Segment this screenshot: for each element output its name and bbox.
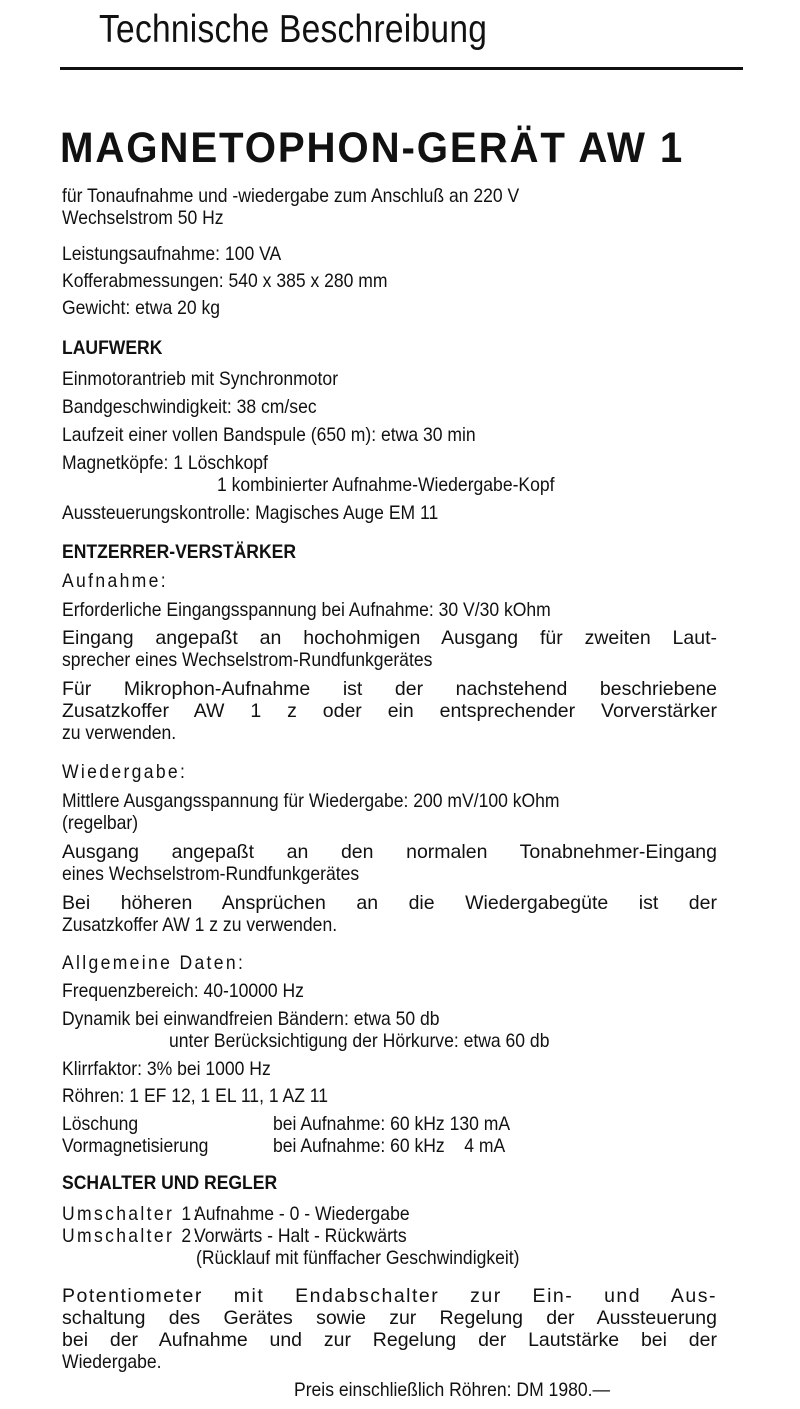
aufnahme-line: Zusatzkoffer AW 1 z oder ein entsprechender Vorverstärker	[62, 700, 717, 722]
loeschung-value: bei Aufnahme: 60 kHz 130 mA	[273, 1113, 511, 1135]
loeschung-label: Löschung	[62, 1113, 139, 1135]
wiedergabe-line: Mittlere Ausgangsspannung für Wiedergabe: 200 mV/100 kOhm	[62, 790, 560, 812]
allgemein-line: Dynamik bei einwandfreien Bändern: etwa 50 db	[62, 1008, 440, 1030]
umschalter2-label: Umschalter 2:	[62, 1225, 201, 1247]
aufnahme-line: Eingang angepaßt an hochohmigen Ausgang für zweiten Laut-	[62, 627, 717, 649]
umschalter1-label: Umschalter 1:	[62, 1203, 201, 1225]
wiedergabe-line: Bei höheren Ansprüchen an die Wiedergabegüte ist der	[62, 892, 717, 914]
section-heading-laufwerk: LAUFWERK	[62, 337, 163, 359]
intro-line: für Tonaufnahme und -wiedergabe zum Anschluß an 220 V	[62, 185, 520, 207]
vormagnetisierung-label: Vormagnetisierung	[62, 1135, 209, 1157]
laufwerk-line: Aussteuerungskontrolle: Magisches Auge EM 11	[62, 502, 439, 524]
umschalter2-note: (Rücklauf mit fünffacher Geschwindigkeit)	[196, 1247, 520, 1269]
aufnahme-line: Erforderliche Eingangsspannung bei Aufnahme: 30 V/30 kOhm	[62, 599, 551, 621]
potentiometer-line: Wiedergabe.	[62, 1351, 162, 1373]
spec-line: Leistungsaufnahme: 100 VA	[62, 243, 282, 265]
intro-line: Wechselstrom 50 Hz	[62, 207, 224, 229]
potentiometer-line: schaltung des Gerätes sowie zur Regelung der Aussteuerung	[62, 1307, 717, 1329]
allgemein-line: Frequenzbereich: 40-10000 Hz	[62, 980, 304, 1002]
allgemein-line: Klirrfaktor: 3% bei 1000 Hz	[62, 1058, 271, 1080]
aufnahme-line: zu verwenden.	[62, 722, 177, 744]
wiedergabe-line: eines Wechselstrom-Rundfunkgerätes	[62, 863, 360, 885]
allgemein-line: Röhren: 1 EF 12, 1 EL 11, 1 AZ 11	[62, 1085, 329, 1107]
price-line: Preis einschließlich Röhren: DM 1980.—	[294, 1379, 611, 1401]
aufnahme-line: Für Mikrophon-Aufnahme ist der nachstehend beschriebene	[62, 678, 717, 700]
spec-line: Kofferabmessungen: 540 x 385 x 280 mm	[62, 270, 388, 292]
aufnahme-line: sprecher eines Wechselstrom-Rundfunkgerätes	[62, 649, 433, 671]
laufwerk-line: Einmotorantrieb mit Synchronmotor	[62, 368, 339, 390]
laufwerk-line: Bandgeschwindigkeit: 38 cm/sec	[62, 396, 317, 418]
subheading-wiedergabe: Wiedergabe:	[62, 761, 188, 783]
section-heading-schalter: SCHALTER UND REGLER	[62, 1172, 278, 1194]
umschalter2-value: Vorwärts - Halt - Rückwärts	[194, 1225, 407, 1247]
umschalter1-value: Aufnahme - 0 - Wiedergabe	[194, 1203, 410, 1225]
wiedergabe-line: Ausgang angepaßt an den normalen Tonabnehmer-Eingang	[62, 841, 717, 863]
laufwerk-line: 1 kombinierter Aufnahme-Wiedergabe-Kopf	[217, 474, 555, 496]
potentiometer-line: Potentiometer mit Endabschalter zur Ein- und Aus-	[62, 1285, 717, 1307]
subheading-allgemein: Allgemeine Daten:	[62, 952, 246, 974]
laufwerk-line: Laufzeit einer vollen Bandspule (650 m): etwa 30 min	[62, 424, 476, 446]
wiedergabe-line: (regelbar)	[62, 812, 139, 834]
header-divider	[60, 67, 743, 70]
laufwerk-line: Magnetköpfe: 1 Löschkopf	[62, 452, 268, 474]
page-header-title: Technische Beschreibung	[99, 8, 488, 51]
spec-line: Gewicht: etwa 20 kg	[62, 297, 221, 319]
allgemein-line: unter Berücksichtigung der Hörkurve: etwa 60 db	[169, 1030, 550, 1052]
vormagnetisierung-value: bei Aufnahme: 60 kHz 4 mA	[273, 1135, 506, 1157]
document-title: MAGNETOPHON-GERÄT AW 1	[60, 124, 685, 172]
wiedergabe-line: Zusatzkoffer AW 1 z zu verwenden.	[62, 914, 338, 936]
potentiometer-line: bei der Aufnahme und zur Regelung der Lautstärke bei der	[62, 1329, 717, 1351]
section-heading-verstaerker: ENTZERRER-VERSTÄRKER	[62, 541, 297, 563]
subheading-aufnahme: Aufnahme:	[62, 570, 168, 592]
